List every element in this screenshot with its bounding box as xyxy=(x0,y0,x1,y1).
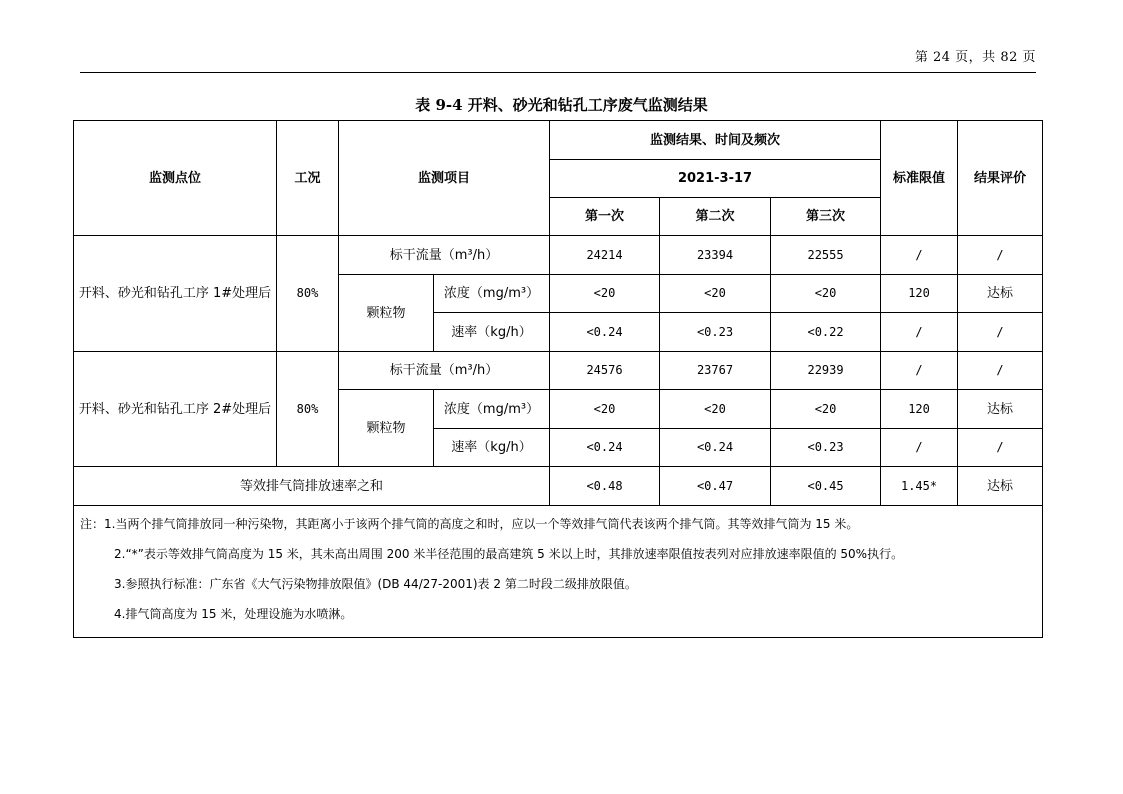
table-title: 表 9-4 开料、砂光和钻孔工序废气监测结果 xyxy=(415,96,708,114)
value-cell: 23394 xyxy=(660,236,771,275)
table-row xyxy=(74,236,1043,275)
note-line: 3.参照执行标准：广东省《大气污染物排放限值》(DB 44/27-2001)表 2 第二时段二级排放限值。 xyxy=(114,577,637,591)
value-cell: <0.23 xyxy=(771,429,881,467)
rate-label: 速率（kg/h） xyxy=(434,429,550,467)
concentration-label: 浓度（mg/m³） xyxy=(434,390,550,429)
value-cell: <0.45 xyxy=(771,467,881,506)
value-cell: 24214 xyxy=(550,236,660,275)
value-cell: 22939 xyxy=(771,352,881,390)
value-cell: <20 xyxy=(550,275,660,313)
pollutant-cell: 颗粒物 xyxy=(339,275,434,352)
limit-cell: 1.45* xyxy=(881,467,958,506)
notes-row xyxy=(74,506,1043,638)
limit-cell: / xyxy=(881,352,958,390)
value-cell: <20 xyxy=(771,390,881,429)
rate-label: 速率（kg/h） xyxy=(434,313,550,352)
limit-cell: / xyxy=(881,236,958,275)
value-cell: <0.24 xyxy=(550,429,660,467)
value-cell: <0.22 xyxy=(771,313,881,352)
value-cell: <0.24 xyxy=(660,429,771,467)
monitoring-results-table xyxy=(73,120,1042,625)
value-cell: 24576 xyxy=(550,352,660,390)
condition-cell: 80% xyxy=(277,352,339,467)
page-header xyxy=(80,44,1036,73)
flow-label: 标干流量（m³/h） xyxy=(339,236,550,275)
eval-cell: / xyxy=(958,313,1043,352)
value-cell: <0.47 xyxy=(660,467,771,506)
header-result-group: 监测结果、时间及频次 xyxy=(550,121,881,160)
table-row xyxy=(74,352,1043,390)
header-condition: 工况 xyxy=(277,121,339,236)
point-cell: 开料、砂光和钻孔工序 1#处理后 xyxy=(74,236,277,352)
value-cell: <0.23 xyxy=(660,313,771,352)
header-limit: 标准限值 xyxy=(881,121,958,236)
value-cell: 23767 xyxy=(660,352,771,390)
header-point: 监测点位 xyxy=(74,121,277,236)
flow-label: 标干流量（m³/h） xyxy=(339,352,550,390)
header-date: 2021-3-17 xyxy=(550,160,881,198)
limit-cell: / xyxy=(881,429,958,467)
pollutant-cell: 颗粒物 xyxy=(339,390,434,467)
value-cell: <20 xyxy=(771,275,881,313)
value-cell: <20 xyxy=(660,275,771,313)
limit-cell: / xyxy=(881,313,958,352)
page-number: 第 24 页，共 82 页 xyxy=(914,50,1036,65)
eval-cell: / xyxy=(958,429,1043,467)
note-line: 2.“*”表示等效排气筒高度为 15 米，其未高出周围 200 米半径范围的最高建筑 5 米以上时，其排放速率限值按表列对应排放速率限值的 50%执行。 xyxy=(114,547,904,561)
note-line: 注：1.当两个排气筒排放同一种污染物，其距离小于该两个排气筒的高度之和时，应以一个等效排气筒代表该两个排气筒。其等效排气筒为 15 米。 xyxy=(80,517,859,531)
point-cell: 开料、砂光和钻孔工序 2#处理后 xyxy=(74,352,277,467)
limit-cell: 120 xyxy=(881,275,958,313)
value-cell: <0.48 xyxy=(550,467,660,506)
condition-cell: 80% xyxy=(277,236,339,352)
value-cell: <0.24 xyxy=(550,313,660,352)
header-evaluation: 结果评价 xyxy=(958,121,1043,236)
header-second: 第二次 xyxy=(660,198,771,236)
sum-label: 等效排气筒排放速率之和 xyxy=(74,467,550,506)
header-first: 第一次 xyxy=(550,198,660,236)
limit-cell: 120 xyxy=(881,390,958,429)
value-cell: <20 xyxy=(660,390,771,429)
eval-cell: / xyxy=(958,236,1043,275)
table-row xyxy=(74,467,1043,506)
eval-cell: / xyxy=(958,352,1043,390)
eval-cell: 达标 xyxy=(958,467,1043,506)
notes-cell xyxy=(74,506,1043,638)
note-line: 4.排气筒高度为 15 米，处理设施为水喷淋。 xyxy=(114,607,353,621)
value-cell: 22555 xyxy=(771,236,881,275)
eval-cell: 达标 xyxy=(958,275,1043,313)
concentration-label: 浓度（mg/m³） xyxy=(434,275,550,313)
value-cell: <20 xyxy=(550,390,660,429)
header-third: 第三次 xyxy=(771,198,881,236)
eval-cell: 达标 xyxy=(958,390,1043,429)
header-item: 监测项目 xyxy=(339,121,550,236)
